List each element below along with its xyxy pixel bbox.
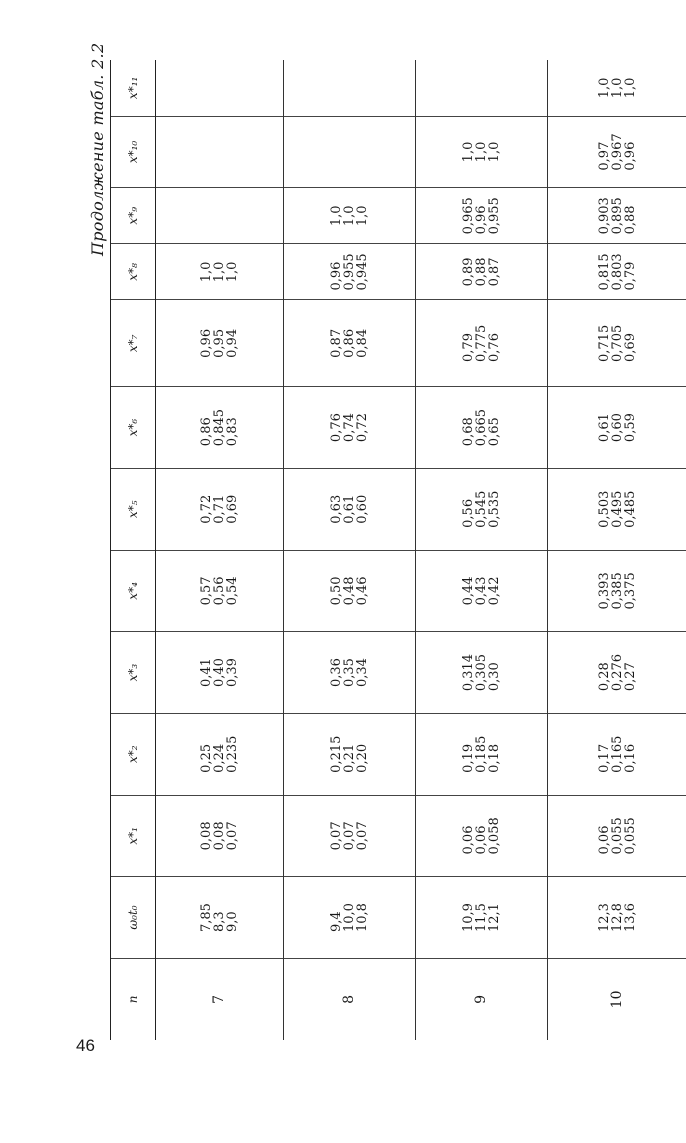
cell-value: 8,3 xyxy=(212,911,227,932)
header-x5: x*₅ xyxy=(111,468,156,550)
cell-value: 0,88 xyxy=(623,205,638,235)
cell-x5 xyxy=(284,468,416,550)
cell-value: 1,0 xyxy=(487,141,502,163)
cell-value: 0,83 xyxy=(225,417,240,447)
header-x9: x*₉ xyxy=(111,188,156,244)
data-table xyxy=(110,60,686,1040)
cell-x2 xyxy=(416,713,548,795)
cell-value: 0,68 xyxy=(461,417,476,447)
table-row xyxy=(156,60,284,1040)
cell-values xyxy=(200,329,239,358)
cell-value: 0,35 xyxy=(342,658,357,688)
cell-values xyxy=(462,576,501,605)
cell-value: 12,8 xyxy=(610,903,625,932)
cell-value: 0,393 xyxy=(597,572,612,610)
cell-n: 8 xyxy=(284,958,416,1040)
cell-value: 0,07 xyxy=(342,821,357,851)
cell-n: 10 xyxy=(548,958,686,1040)
cell-value: 0,96 xyxy=(199,328,214,358)
cell-value: 0,07 xyxy=(225,821,240,851)
cell-value: 0,16 xyxy=(623,743,638,773)
cell-value: 1,0 xyxy=(474,141,489,163)
cell-value: 0,76 xyxy=(487,333,502,362)
cell-values xyxy=(462,491,501,528)
header-x11: x*₁₁ xyxy=(111,60,156,116)
header-x8: x*₈ xyxy=(111,244,156,300)
cell-n: 9 xyxy=(416,958,548,1040)
cell-value: 0,715 xyxy=(597,324,612,362)
cell-value: 0,97 xyxy=(597,141,612,171)
cell-value: 0,42 xyxy=(487,576,502,606)
cell-x3 xyxy=(416,632,548,714)
cell-value: 0,61 xyxy=(342,494,357,524)
cell-value: 0,34 xyxy=(355,658,370,688)
cell-value: 0,74 xyxy=(342,413,357,443)
cell-value: 0,215 xyxy=(329,735,344,773)
cell-x9 xyxy=(548,188,686,244)
cell-value: 0,40 xyxy=(212,658,227,688)
cell-x1 xyxy=(416,795,548,877)
cell-value: 0,20 xyxy=(355,743,370,773)
cell-value: 0,87 xyxy=(329,328,344,358)
cell-value: 0,08 xyxy=(212,821,227,851)
cell-x2 xyxy=(156,713,284,795)
cell-x4 xyxy=(156,550,284,632)
table-row xyxy=(284,60,416,1040)
cell-x7 xyxy=(156,300,284,387)
cell-value: 0,665 xyxy=(474,408,489,447)
cell-value: 0,60 xyxy=(355,494,370,524)
cell-values xyxy=(330,205,369,226)
cell-value: 0,56 xyxy=(461,498,476,528)
cell-value: 0,495 xyxy=(610,490,625,528)
cell-x8 xyxy=(156,244,284,300)
cell-value: 0,54 xyxy=(225,576,240,606)
cell-values xyxy=(598,736,637,773)
cell-value: 0,18 xyxy=(487,743,502,773)
cell-values xyxy=(598,78,637,99)
cell-value: 0,84 xyxy=(355,328,370,358)
cell-value: 0,965 xyxy=(461,197,476,235)
cell-value: 0,25 xyxy=(199,743,214,773)
cell-values xyxy=(598,325,637,362)
cell-value: 0,88 xyxy=(474,257,489,287)
cell-x5 xyxy=(548,468,686,550)
cell-values xyxy=(330,329,369,358)
cell-value: 0,61 xyxy=(597,413,612,443)
cell-x4 xyxy=(416,550,548,632)
cell-x9 xyxy=(284,188,416,244)
cell-value: 1,0 xyxy=(225,261,240,283)
cell-value: 0,375 xyxy=(623,572,638,610)
cell-value: 0,89 xyxy=(461,257,476,287)
cell-value: 1,0 xyxy=(610,77,625,99)
cell-values xyxy=(330,413,369,442)
cell-x6 xyxy=(284,387,416,469)
header-row xyxy=(111,60,156,1040)
cell-values xyxy=(330,495,369,524)
cell-value: 0,185 xyxy=(474,735,489,773)
cell-value: 9,0 xyxy=(225,911,240,932)
cell-value: 0,24 xyxy=(212,743,227,773)
header-x10: x*₁₀ xyxy=(111,116,156,187)
cell-x3 xyxy=(548,632,686,714)
cell-value: 0,815 xyxy=(597,253,612,291)
cell-values xyxy=(598,903,637,932)
cell-values xyxy=(598,133,637,170)
cell-value: 0,235 xyxy=(225,735,240,773)
cell-values xyxy=(330,903,369,932)
cell-value: 12,1 xyxy=(487,903,502,932)
cell-value: 0,165 xyxy=(610,735,625,773)
cell-value: 0,46 xyxy=(355,576,370,606)
cell-value: 0,65 xyxy=(487,417,502,447)
cell-value: 0,76 xyxy=(329,413,344,443)
cell-values xyxy=(598,491,637,528)
cell-values xyxy=(330,253,369,290)
table-caption: Продолжение табл. 2.2 xyxy=(88,42,107,256)
header-n: n xyxy=(111,958,156,1040)
cell-values xyxy=(200,262,239,283)
cell-value: 11,5 xyxy=(474,903,489,932)
cell-value: 0,27 xyxy=(623,662,638,692)
cell-value: 0,87 xyxy=(487,257,502,287)
cell-x11 xyxy=(548,60,686,116)
cell-value: 0,39 xyxy=(225,658,240,688)
cell-value: 1,0 xyxy=(355,205,370,227)
cell-values xyxy=(200,658,239,687)
cell-x10 xyxy=(548,116,686,187)
cell-value: 0,96 xyxy=(474,205,489,235)
cell-value: 0,50 xyxy=(329,576,344,606)
cell-value: 0,59 xyxy=(623,413,638,443)
cell-x9 xyxy=(416,188,548,244)
cell-value: 0,86 xyxy=(342,328,357,358)
cell-values xyxy=(462,654,501,691)
cell-value: 0,07 xyxy=(329,821,344,851)
cell-value: 1,0 xyxy=(597,77,612,99)
cell-x1 xyxy=(156,795,284,877)
cell-x5 xyxy=(156,468,284,550)
cell-value: 0,56 xyxy=(212,576,227,606)
cell-value: 1,0 xyxy=(623,77,638,99)
cell-x6 xyxy=(156,387,284,469)
cell-x3 xyxy=(156,632,284,714)
cell-x7 xyxy=(548,300,686,387)
cell-value: 0,36 xyxy=(329,658,344,688)
cell-values xyxy=(330,576,369,605)
cell-value: 10,8 xyxy=(355,903,370,932)
cell-value: 0,967 xyxy=(610,133,625,171)
cell-x6 xyxy=(548,387,686,469)
table-row xyxy=(416,60,548,1040)
cell-value: 0,60 xyxy=(610,413,625,443)
cell-value: 0,535 xyxy=(487,490,502,528)
cell-value: 0,96 xyxy=(329,261,344,291)
header-x1: x*₁ xyxy=(111,795,156,877)
cell-value: 0,96 xyxy=(623,141,638,171)
cell-value: 0,06 xyxy=(461,825,476,855)
cell-value: 0,71 xyxy=(212,494,227,524)
header-w0t0: ω₀t₀ xyxy=(111,877,156,959)
cell-value: 1,0 xyxy=(199,261,214,283)
cell-values xyxy=(330,821,369,850)
cell-x11 xyxy=(284,60,416,116)
cell-x8 xyxy=(548,244,686,300)
cell-value: 0,945 xyxy=(355,253,370,291)
cell-value: 0,775 xyxy=(474,324,489,362)
cell-value: 0,86 xyxy=(199,417,214,447)
cell-values xyxy=(200,736,239,773)
cell-x9 xyxy=(156,188,284,244)
cell-x2 xyxy=(284,713,416,795)
cell-values xyxy=(598,253,637,290)
cell-value: 0,803 xyxy=(610,253,625,291)
cell-value: 0,08 xyxy=(199,821,214,851)
cell-values xyxy=(598,572,637,609)
cell-value: 0,485 xyxy=(623,490,638,528)
cell-x1 xyxy=(548,795,686,877)
cell-values xyxy=(462,197,501,234)
cell-values xyxy=(200,495,239,524)
header-x2: x*₂ xyxy=(111,713,156,795)
cell-x7 xyxy=(284,300,416,387)
cell-x11 xyxy=(416,60,548,116)
cell-value: 0,055 xyxy=(610,817,625,855)
cell-value: 10,0 xyxy=(342,903,357,932)
cell-x8 xyxy=(416,244,548,300)
cell-value: 0,43 xyxy=(474,576,489,606)
cell-value: 0,21 xyxy=(342,743,357,773)
cell-value: 9,4 xyxy=(329,911,344,932)
cell-value: 0,41 xyxy=(199,658,214,688)
cell-n: 7 xyxy=(156,958,284,1040)
cell-value: 0,895 xyxy=(610,197,625,235)
cell-values xyxy=(598,197,637,234)
cell-x11 xyxy=(156,60,284,116)
cell-value: 0,95 xyxy=(212,328,227,358)
cell-values xyxy=(200,409,239,446)
cell-value: 1,0 xyxy=(212,261,227,283)
cell-value: 0,955 xyxy=(487,197,502,235)
cell-w0t0 xyxy=(416,877,548,959)
cell-value: 0,72 xyxy=(199,494,214,524)
cell-x4 xyxy=(548,550,686,632)
cell-value: 0,503 xyxy=(597,490,612,528)
cell-x1 xyxy=(284,795,416,877)
table-row xyxy=(548,60,686,1040)
cell-values xyxy=(462,817,501,854)
cell-value: 0,79 xyxy=(623,261,638,291)
cell-value: 0,79 xyxy=(461,333,476,362)
rotated-table-region xyxy=(88,42,686,1040)
cell-value: 0,305 xyxy=(474,653,489,692)
cell-value: 1,0 xyxy=(329,205,344,227)
cell-values xyxy=(462,903,501,932)
cell-value: 0,48 xyxy=(342,576,357,606)
cell-value: 0,17 xyxy=(597,743,612,773)
cell-value: 0,545 xyxy=(474,490,489,528)
cell-value: 0,055 xyxy=(623,817,638,855)
header-x3: x*₃ xyxy=(111,632,156,714)
cell-value: 0,63 xyxy=(329,494,344,524)
cell-values xyxy=(462,409,501,446)
cell-values xyxy=(462,736,501,773)
cell-values xyxy=(200,576,239,605)
cell-value: 0,94 xyxy=(225,328,240,358)
cell-values xyxy=(598,654,637,691)
cell-value: 0,276 xyxy=(610,653,625,692)
cell-value: 1,0 xyxy=(461,141,476,163)
cell-value: 0,385 xyxy=(610,572,625,610)
cell-value: 0,44 xyxy=(461,576,476,606)
cell-w0t0 xyxy=(284,877,416,959)
cell-value: 0,69 xyxy=(225,494,240,524)
cell-x10 xyxy=(284,116,416,187)
cell-x10 xyxy=(156,116,284,187)
header-x7: x*₇ xyxy=(111,300,156,387)
page-number: 46 xyxy=(76,1036,95,1055)
cell-x7 xyxy=(416,300,548,387)
cell-values xyxy=(200,903,239,932)
cell-w0t0 xyxy=(548,877,686,959)
cell-value: 13,6 xyxy=(623,903,638,932)
cell-values xyxy=(462,325,501,362)
header-x6: x*₆ xyxy=(111,387,156,469)
cell-values xyxy=(598,817,637,854)
cell-value: 0,06 xyxy=(474,825,489,855)
cell-value: 12,3 xyxy=(597,903,612,932)
cell-value: 0,57 xyxy=(199,576,214,606)
cell-value: 0,845 xyxy=(212,408,227,447)
cell-x5 xyxy=(416,468,548,550)
cell-value: 0,19 xyxy=(461,743,476,773)
cell-value: 0,28 xyxy=(597,662,612,692)
cell-values xyxy=(330,736,369,773)
cell-w0t0 xyxy=(156,877,284,959)
cell-x2 xyxy=(548,713,686,795)
table-body xyxy=(156,60,686,1040)
cell-x8 xyxy=(284,244,416,300)
cell-value: 0,314 xyxy=(461,653,476,692)
cell-value: 10,9 xyxy=(461,903,476,932)
cell-x3 xyxy=(284,632,416,714)
cell-x4 xyxy=(284,550,416,632)
cell-values xyxy=(598,413,637,442)
cell-values xyxy=(200,821,239,850)
cell-value: 1,0 xyxy=(342,205,357,227)
cell-value: 0,705 xyxy=(610,324,625,362)
cell-value: 0,903 xyxy=(597,197,612,235)
cell-value: 0,72 xyxy=(355,413,370,443)
header-x4: x*₄ xyxy=(111,550,156,632)
cell-value: 0,955 xyxy=(342,253,357,291)
cell-x6 xyxy=(416,387,548,469)
cell-value: 0,30 xyxy=(487,662,502,692)
cell-value: 0,058 xyxy=(487,817,502,855)
cell-values xyxy=(462,142,501,163)
cell-value: 0,07 xyxy=(355,821,370,851)
cell-x10 xyxy=(416,116,548,187)
cell-value: 7,85 xyxy=(199,903,214,932)
cell-values xyxy=(462,257,501,286)
cell-value: 0,06 xyxy=(597,825,612,855)
cell-value: 0,69 xyxy=(623,333,638,362)
cell-values xyxy=(330,658,369,687)
